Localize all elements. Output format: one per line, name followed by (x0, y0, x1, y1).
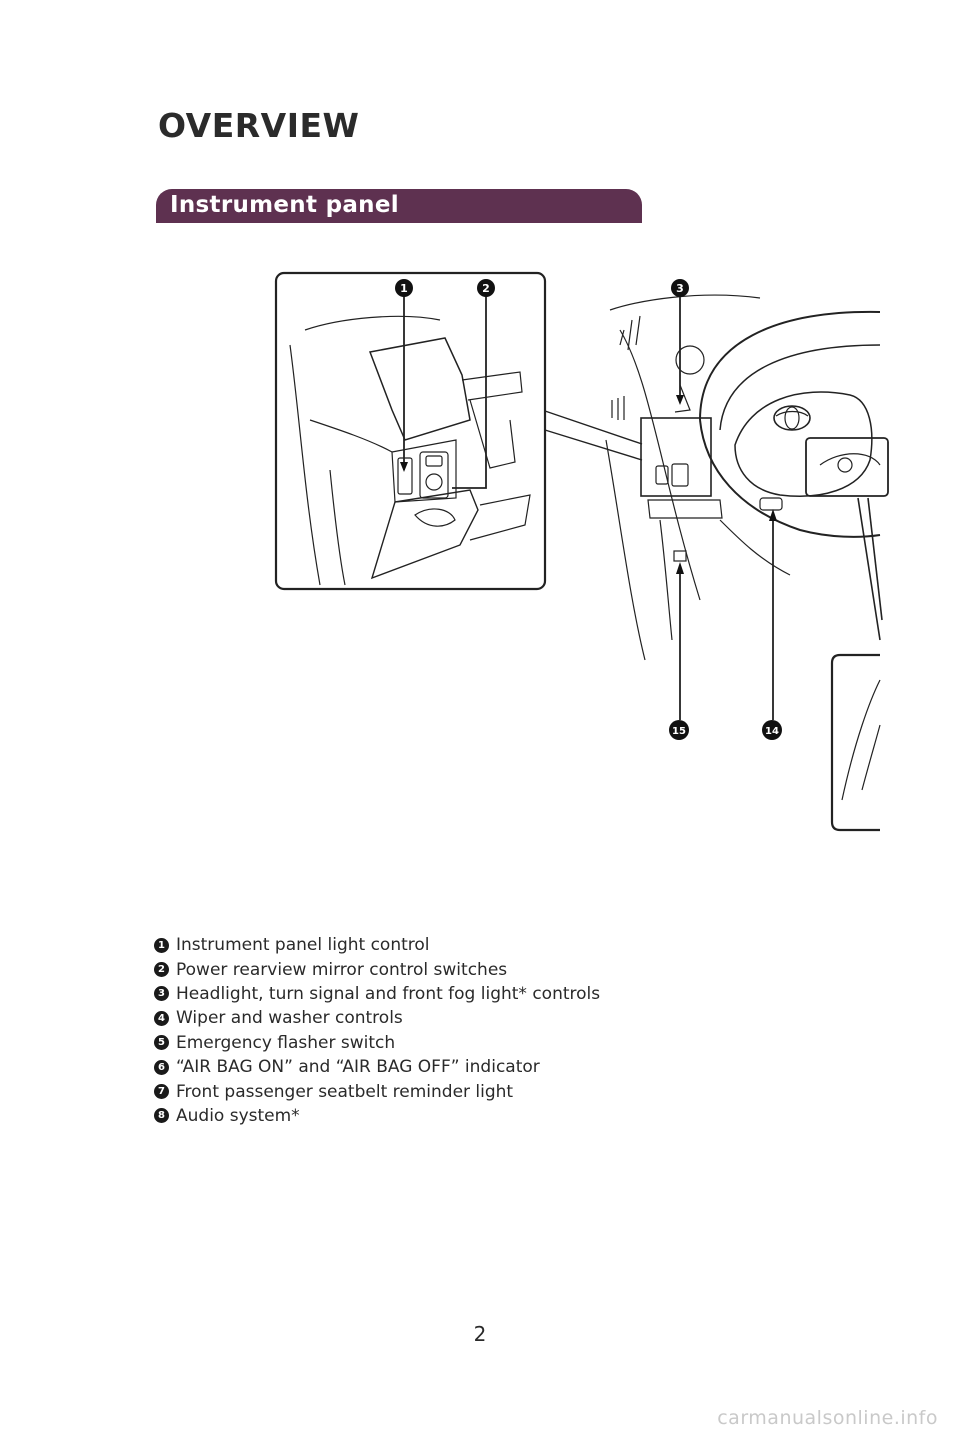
section-title: Instrument panel (170, 192, 399, 218)
legend-text: “AIR BAG ON” and “AIR BAG OFF” indicator (176, 1057, 540, 1078)
legend-item (154, 957, 600, 981)
legend-number-badge: 2 (154, 962, 169, 977)
legend-number-badge: 6 (154, 1060, 169, 1075)
callout-1 (395, 279, 413, 297)
legend-list (154, 933, 600, 1128)
callout-2 (477, 279, 495, 297)
legend-number-badge: 8 (154, 1108, 169, 1123)
legend-item (154, 1079, 600, 1103)
callout-15-label: 15 (672, 726, 686, 737)
connector-lines (545, 411, 642, 460)
page-title: OVERVIEW (158, 106, 360, 145)
callout-3 (671, 279, 689, 297)
legend-number-badge: 5 (154, 1035, 169, 1050)
legend-item (154, 933, 600, 957)
legend-number-badge: 1 (154, 938, 169, 953)
legend-text: Emergency flasher switch (176, 1032, 396, 1053)
legend-number-badge: 4 (154, 1011, 169, 1026)
legend-text: Power rearview mirror control switches (176, 959, 508, 980)
callout-2-label: 2 (482, 282, 490, 295)
legend-text: Audio system* (176, 1105, 300, 1126)
legend-text: Instrument panel light control (176, 935, 430, 956)
legend-text: Front passenger seatbelt reminder light (176, 1081, 514, 1102)
page-number: 2 (473, 1322, 487, 1346)
legend-number-badge: 3 (154, 986, 169, 1001)
callout-14 (762, 720, 782, 740)
inset-detail (276, 273, 545, 589)
legend-number-badge: 7 (154, 1084, 169, 1099)
legend-item (154, 1031, 600, 1055)
dashboard-drawing (606, 295, 888, 830)
callout-3-label: 3 (676, 282, 684, 295)
callout-14-label: 14 (765, 726, 779, 737)
legend-item (154, 1104, 600, 1128)
legend-item (154, 982, 600, 1006)
legend-text: Wiper and washer controls (176, 1008, 403, 1029)
callout-1-label: 1 (400, 282, 408, 295)
callout-15 (669, 720, 689, 740)
watermark-text[interactable]: carmanualsonline.info (717, 1407, 938, 1429)
legend-text: Headlight, turn signal and front fog light* controls (176, 983, 601, 1004)
legend-item (154, 1006, 600, 1030)
legend-item (154, 1055, 600, 1079)
